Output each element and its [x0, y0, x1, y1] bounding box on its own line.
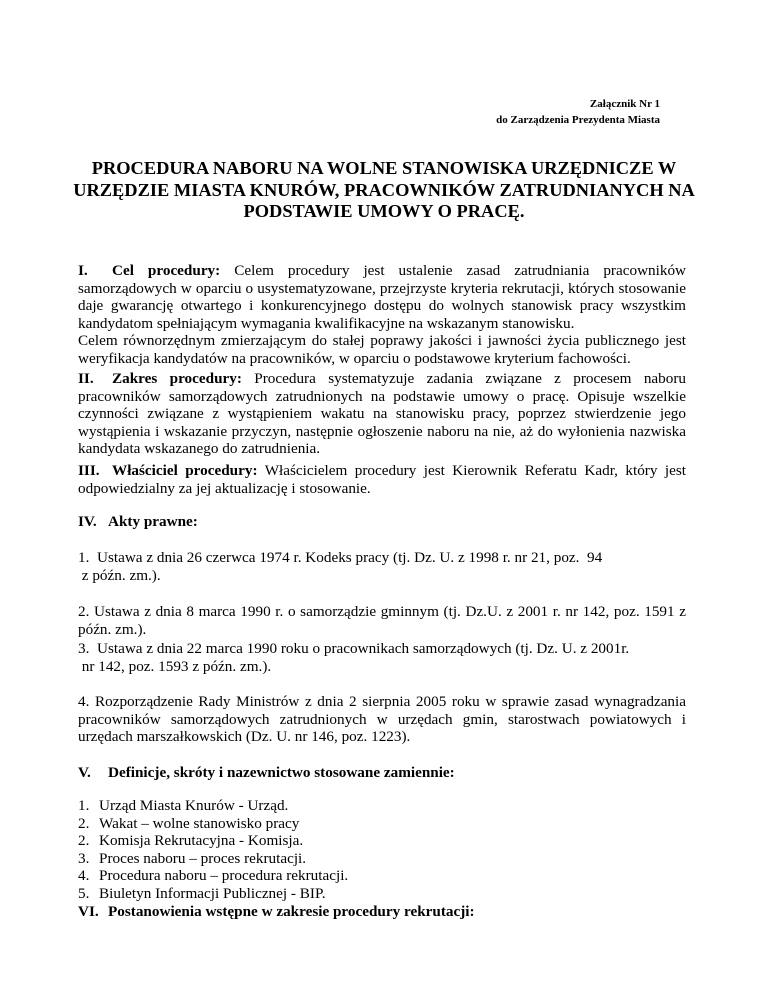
section-heading: Postanowienia wstępne w zakresie procedury rekrutacji: [108, 903, 475, 920]
legal-act-2 [78, 603, 686, 638]
section-text: Procedura systematyzuje zadania związane z procesem naboru pracowników samorządowych zatrudnionych na podstawie umowy o pracę. Opisuje wszelkie czynności związane z wystąpieniem wakatu na stanowisku pracy, poprzez stwierdzenie jego wystąpienia i wskazanie przyczyn, następnie ogłoszenie naboru na nie, aż do wyłonienia nazwiska kandydata wskazanego do zatrudnienia. [78, 370, 686, 458]
legal-act-3 [78, 640, 686, 675]
section-numeral: V. [78, 764, 91, 781]
document-title [60, 158, 708, 223]
section-heading: Definicje, skróty i nazewnictwo stosowane zamiennie: [108, 764, 455, 781]
list-item: 2. Wakat – wolne stanowisko pracy [78, 814, 300, 832]
legal-act-4 [78, 693, 686, 746]
legal-act-1-line-1: 1. Ustawa z dnia 26 czerwca 1974 r. Kodeks pracy (tj. Dz. U. z 1998 r. nr 21, poz. 94 [78, 549, 603, 566]
section-numeral: III. [78, 462, 100, 479]
section-scope [78, 370, 686, 458]
annex-number: Załącznik Nr 1 [589, 98, 660, 110]
section-numeral: I. [78, 262, 88, 279]
title-line-2: URZĘDZIE MIASTA KNURÓW, PRACOWNIKÓW ZATRUDNIANYCH NA [73, 179, 695, 200]
section-legal-acts-heading [78, 513, 686, 531]
list-item: 1. Urząd Miasta Knurów - Urząd. [78, 797, 289, 814]
section-owner [78, 462, 686, 497]
list-item: 3. Proces naboru – proces rekrutacji. [78, 849, 307, 867]
section-numeral: II. [78, 370, 94, 387]
annex-header [440, 96, 660, 128]
legal-act-3-line-2: nr 142, poz. 1593 z późn. zm.). [78, 657, 272, 675]
legal-act-4-text: 4. Rozporządzenie Rady Ministrów z dnia 2 sierpnia 2005 roku w sprawie zasad wynagradzania pracowników samorządowych zatrudnionych w urzędach gmin, starostwach powiatowych i urzędach marszałkowskich (Dz. U. nr 146, poz. 1223). [78, 693, 686, 746]
section-heading: Cel procedury: [112, 262, 221, 279]
section-numeral: IV. [78, 513, 97, 530]
section-heading: Akty prawne: [108, 513, 198, 530]
legal-act-1 [78, 549, 686, 584]
section-numeral: VI. [78, 903, 99, 920]
title-line-3: PODSTAWIE UMOWY O PRACĘ. [243, 201, 525, 221]
section-heading: Właściciel procedury: [112, 462, 258, 479]
annex-reference: do Zarządzenia Prezydenta Miasta [496, 114, 660, 126]
list-item: 2. Komisja Rekrutacyjna - Komisja. [78, 832, 304, 850]
legal-act-1-line-2: z późn. zm.). [78, 566, 161, 584]
legal-act-3-line-1: 3. Ustawa z dnia 22 marca 1990 roku o pracownikach samorządowych (tj. Dz. U. z 2001r. [78, 640, 630, 657]
section-text: Celem procedury jest ustalenie zasad zatrudniania pracowników samorządowych w oparciu o usystematyzowane, przejrzyste kryteria rekrutacji, których stosowanie daje gwarancję otwartego i konkurencyjnego dostępu do wolnych stanowisk pracy wszystkim kandydatom spełniającym wymagania kwalifikacyjne na wskazanym stanowisku. [78, 262, 687, 332]
section-purpose [78, 262, 686, 368]
section-heading: Zakres procedury: [112, 370, 242, 387]
legal-act-2-text: 2. Ustawa z dnia 8 marca 1990 r. o samorządzie gminnym (tj. Dz.U. z 2001 r. nr 142, poz. 1591 z późn. zm.). [78, 603, 686, 638]
section-text: Właścicielem procedury jest Kierownik Referatu Kadr, który jest odpowiedzialny za jej aktualizację i stosowanie. [78, 462, 686, 497]
list-item: 4. Procedura naboru – procedura rekrutacji. [78, 867, 349, 885]
section-preliminary-provisions [78, 903, 686, 921]
list-item: 5. Biuletyn Informacji Publicznej - BIP. [78, 884, 326, 902]
section-definitions-heading [78, 764, 686, 782]
section-text-2: Celem równorzędnym zmierzającym do stałej poprawy jakości i jawności życia publicznego jest weryfikacja kandydatów na pracowników, w oparciu o podstawowe kryterium fachowości. [78, 332, 686, 367]
definitions-list [78, 797, 686, 903]
title-line-1: PROCEDURA NABORU NA WOLNE STANOWISKA URZĘDNICZE W [91, 158, 677, 178]
